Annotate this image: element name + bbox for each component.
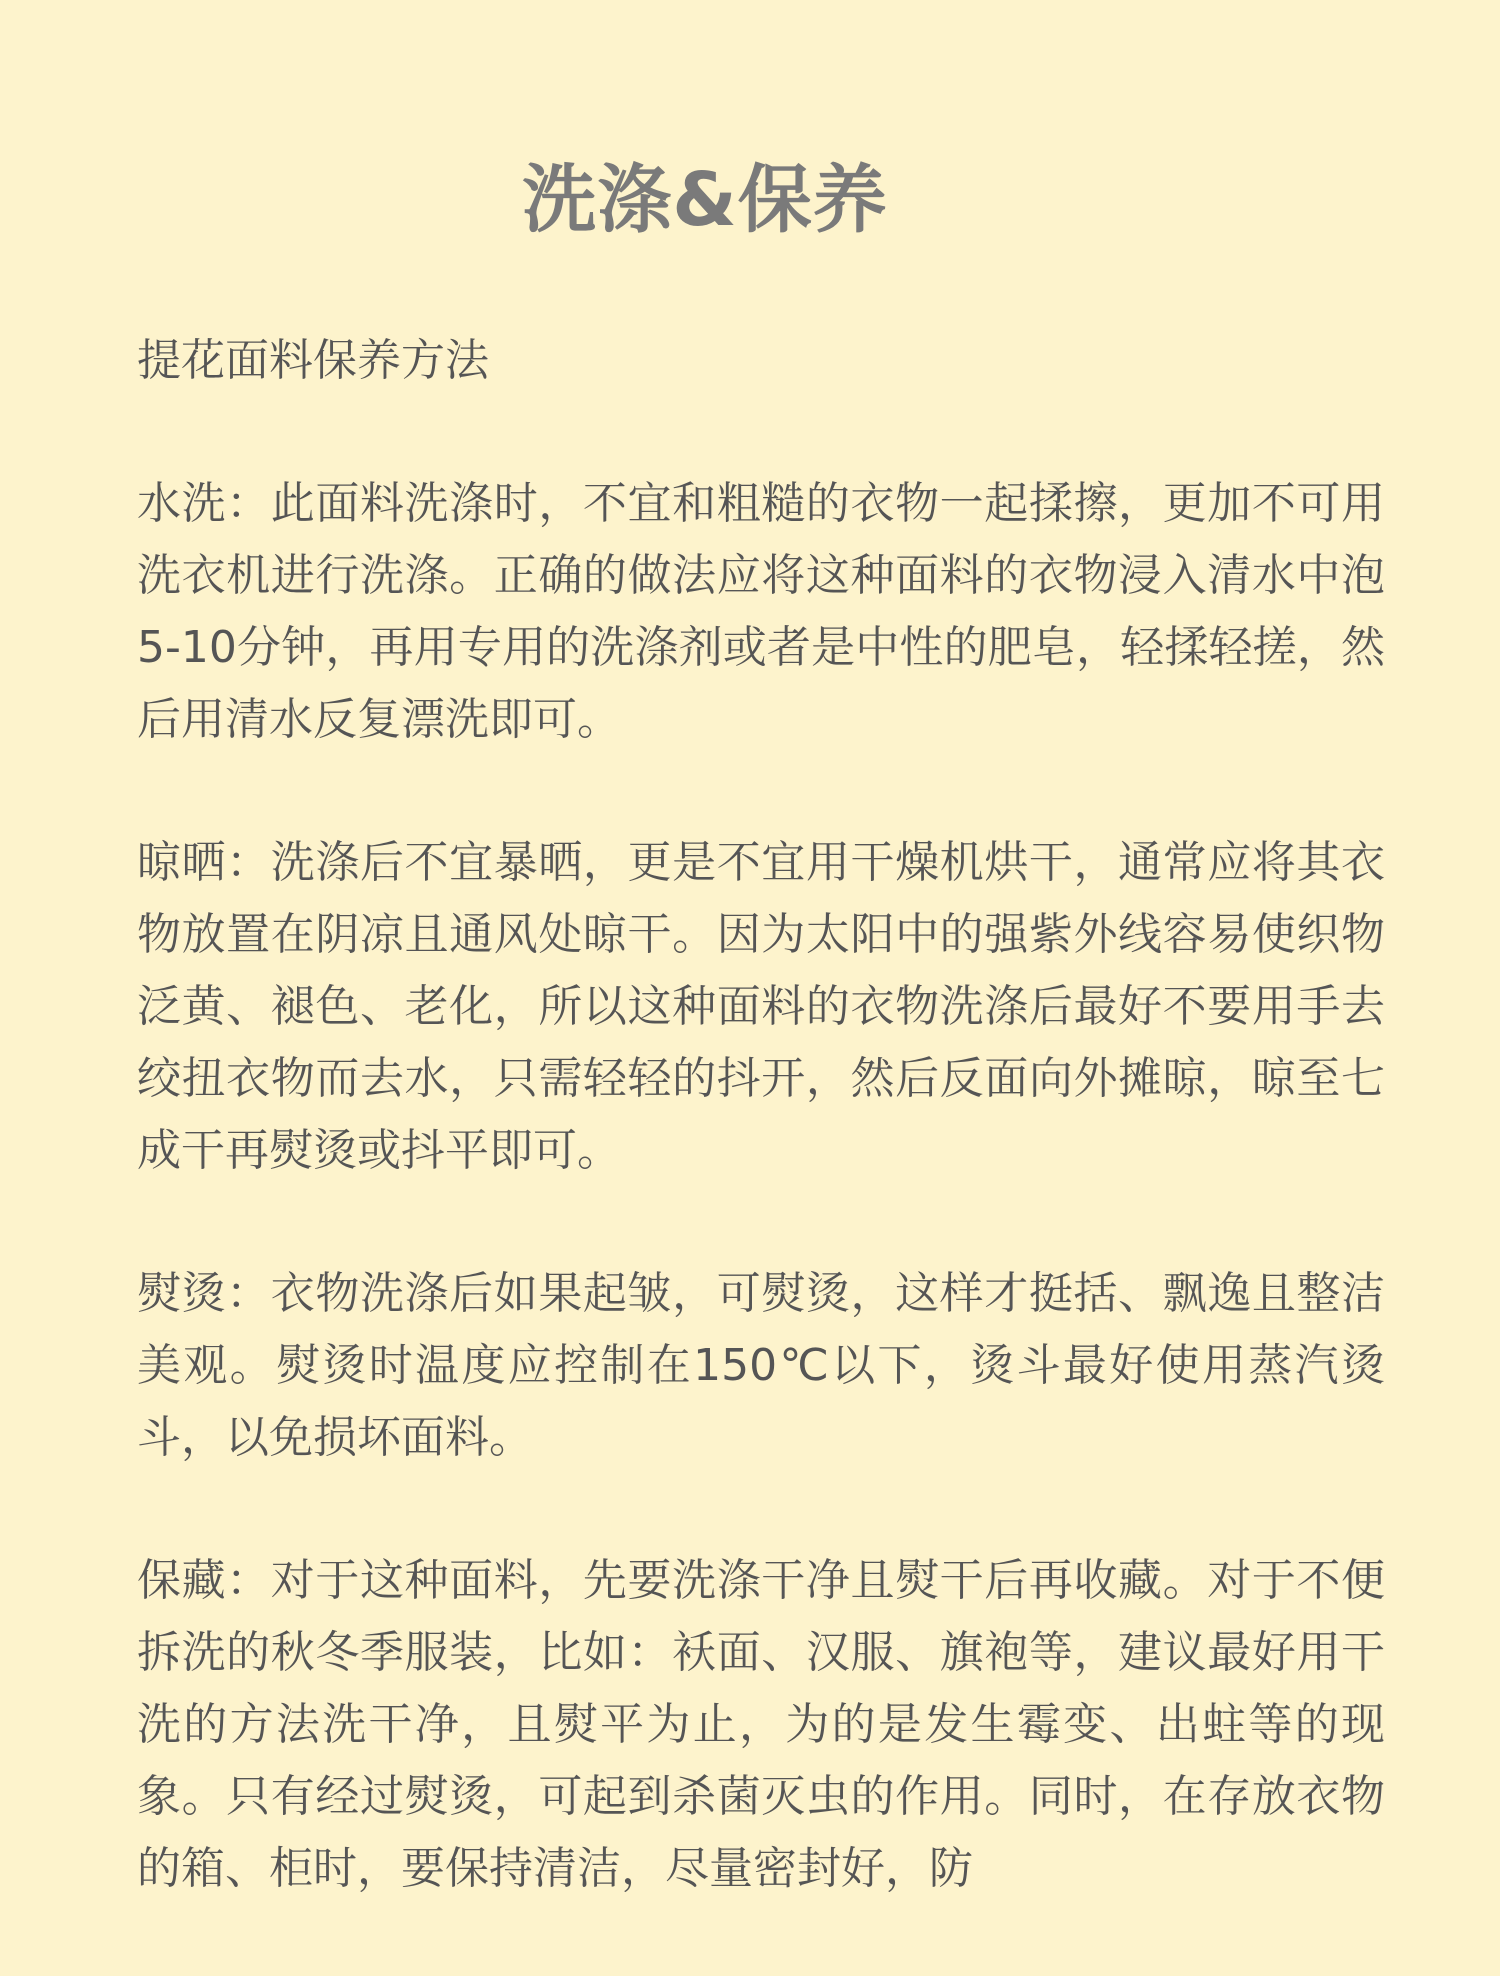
section-subtitle: 提花面料保养方法 — [137, 335, 489, 386]
washing-paragraph: 水洗：此面料洗涤时，不宜和粗糙的衣物一起揉擦，更加不可用洗衣机进行洗涤。正确的做法应将这种面料的衣物浸入清水中泡5-10分钟，再用专用的洗涤剂或者是中性的肥皂，轻揉轻搓，然后用清水反复漂洗即可。 — [137, 478, 1385, 745]
drying-paragraph: 晾晒：洗涤后不宜暴晒，更是不宜用干燥机烘干，通常应将其衣物放置在阴凉且通风处晾干。因为太阳中的强紫外线容易使织物泛黄、褪色、老化，所以这种面料的衣物洗涤后最好不要用手去绞扭衣物而去水，只需轻轻的抖开，然后反面向外摊晾，晾至七成干再熨烫或抖平即可。 — [137, 837, 1385, 1176]
storage-paragraph: 保藏：对于这种面料，先要洗涤干净且熨干后再收藏。对于不便拆洗的秋冬季服装，比如：袄面、汉服、旗袍等，建议最好用干洗的方法洗干净，且熨平为止，为的是发生霉变、出蛀等的现象。只有经过熨烫，可起到杀菌灭虫的作用。同时，在存放衣物的箱、柜时，要保持清洁，尽量密封好，防 — [137, 1555, 1385, 1894]
ironing-paragraph: 熨烫：衣物洗涤后如果起皱，可熨烫，这样才挺括、飘逸且整洁美观。熨烫时温度应控制在150℃以下，烫斗最好使用蒸汽烫斗，以免损坏面料。 — [137, 1268, 1385, 1463]
page-title: 洗涤&保养 — [522, 157, 888, 243]
care-content — [137, 325, 1385, 1976]
